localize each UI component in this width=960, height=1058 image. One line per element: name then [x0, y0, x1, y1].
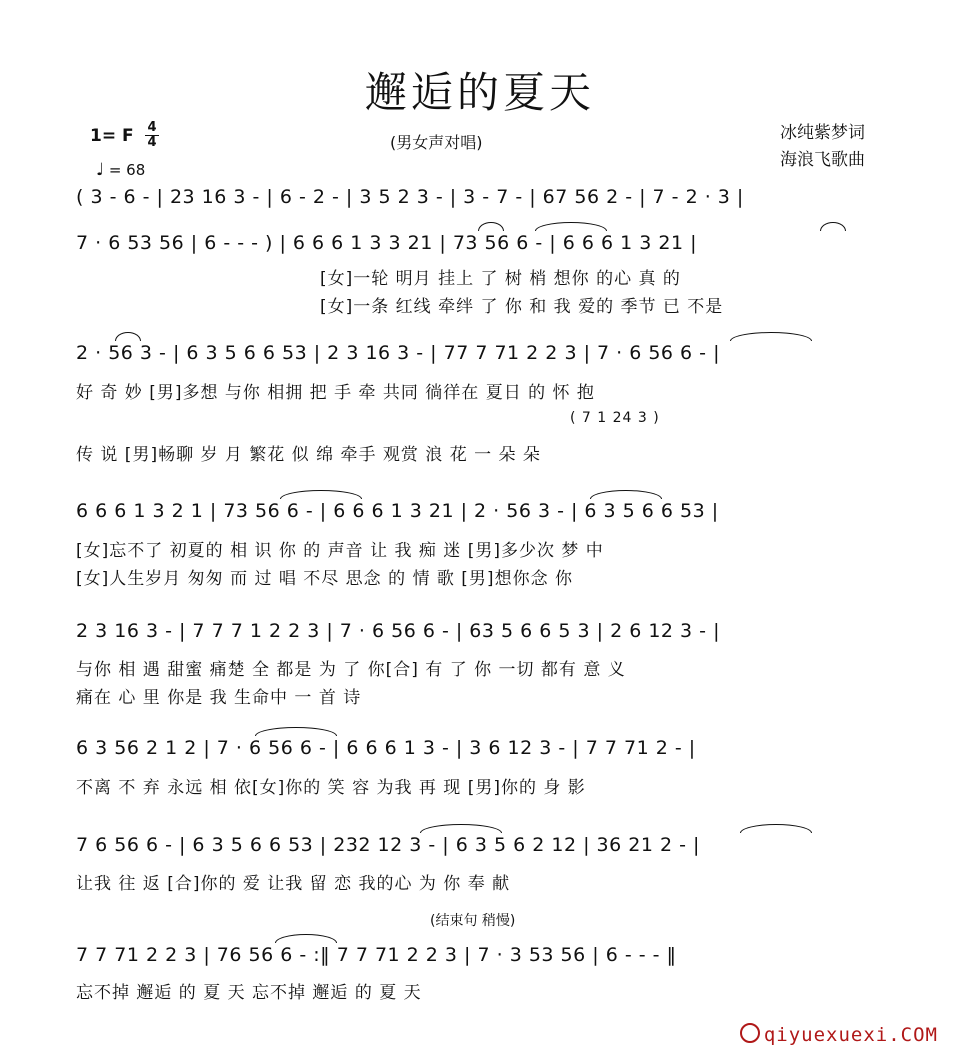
lyric-line-7: 让我 往 返 [合]你的 爱 让我 留 恋 我的心 为 你 奉 献 — [76, 874, 511, 894]
tempo-value: = 68 — [108, 161, 146, 179]
lyric-line-5b: 痛在 心 里 你是 我 生命中 一 首 诗 — [76, 688, 362, 708]
lyric-line-2b: [女]一条 红线 牵绊 了 你 和 我 爱的 季节 已 不是 — [320, 297, 724, 317]
alternate-notes: ( 7 1 24 3 ) — [570, 410, 660, 426]
lyric-line-6: 不离 不 弃 永远 相 依[女]你的 笑 容 为我 再 现 [男]你的 身 影 — [76, 778, 586, 798]
slur-arc — [255, 727, 337, 736]
watermark — [740, 1023, 938, 1046]
subtitle: (男女声对唱) — [390, 133, 483, 152]
slur-arc — [115, 332, 141, 341]
time-signature — [145, 121, 159, 150]
score-line-2: 7 · 6 53 56 | 6 - - - ) | 6 6 6 1 3 3 21 | 73 56 6 - | 6 6 6 1 3 21 | — [76, 232, 697, 254]
slur-arc — [590, 490, 662, 499]
lyric-line-4b: [女]人生岁月 匆匆 而 过 唱 不尽 思念 的 情 歌 [男]想你念 你 — [76, 569, 573, 589]
lyric-line-5a: 与你 相 遇 甜蜜 痛楚 全 都是 为 了 你[合] 有 了 你 一切 都有 意 义 — [76, 660, 626, 680]
lyricist: 冰纯紫梦词 — [780, 123, 865, 143]
site-logo-icon — [740, 1023, 760, 1043]
quarter-note-icon: ♩ — [96, 160, 105, 180]
lyric-line-3b: 传 说 [男]畅聊 岁 月 繁花 似 绵 牵手 观赏 浪 花 一 朵 朵 — [76, 445, 541, 465]
score-line-4: 6 6 6 1 3 2 1 | 73 56 6 - | 6 6 6 1 3 21 | 2 · 56 3 - | 6 3 5 6 6 53 | — [76, 500, 719, 522]
song-title: 邂逅的夏天 — [364, 68, 595, 117]
score-line-7: 7 6 56 6 - | 6 3 5 6 6 53 | 232 12 3 - | 6 3 5 6 2 12 | 36 21 2 - | — [76, 834, 700, 856]
lyric-line-2a: [女]一轮 明月 挂上 了 树 梢 想你 的心 真 的 — [320, 269, 681, 289]
composer: 海浪飞歌曲 — [780, 150, 865, 170]
slur-arc — [280, 490, 362, 499]
lyric-line-8: 忘不掉 邂逅 的 夏 天 忘不掉 邂逅 的 夏 天 — [76, 983, 422, 1003]
slur-arc — [730, 332, 812, 341]
score-line-8: 7 7 71 2 2 3 | 76 56 6 - :‖ 7 7 71 2 2 3 | 7 · 3 53 56 | 6 - - - ‖ — [76, 944, 677, 966]
slur-arc — [740, 824, 812, 833]
score-line-1: ( 3 - 6 - | 23 16 3 - | 6 - 2 - | 3 5 2 3 - | 3 - 7 - | 67 56 2 - | 7 - 2 · 3 | — [76, 186, 744, 208]
slur-arc — [420, 824, 502, 833]
watermark-text: qiyuexuexi.COM — [763, 1024, 938, 1046]
score-line-5: 2 3 16 3 - | 7 7 7 1 2 2 3 | 7 · 6 56 6 - | 63 5 6 6 5 3 | 2 6 12 3 - | — [76, 620, 720, 642]
time-signature-bottom: 4 — [147, 135, 157, 150]
slur-arc — [275, 934, 337, 943]
tempo-marking — [96, 160, 145, 180]
time-signature-top: 4 — [145, 121, 159, 136]
lyric-line-4a: [女]忘不了 初夏的 相 识 你 的 声音 让 我 痴 迷 [男]多少次 梦 中 — [76, 541, 604, 561]
lyric-line-3a: 好 奇 妙 [男]多想 与你 相拥 把 手 牵 共同 徜徉在 夏日 的 怀 抱 — [76, 383, 595, 403]
key-signature: 1= F — [90, 126, 134, 146]
slur-arc — [478, 222, 504, 231]
score-line-6: 6 3 56 2 1 2 | 7 · 6 56 6 - | 6 6 6 1 3 - | 3 6 12 3 - | 7 7 71 2 - | — [76, 737, 696, 759]
score-line-3: 2 · 56 3 - | 6 3 5 6 6 53 | 2 3 16 3 - | 77 7 71 2 2 3 | 7 · 6 56 6 - | — [76, 342, 720, 364]
ending-instruction: (结束句 稍慢) — [430, 913, 516, 929]
slur-arc — [820, 222, 846, 231]
slur-arc — [535, 222, 607, 231]
